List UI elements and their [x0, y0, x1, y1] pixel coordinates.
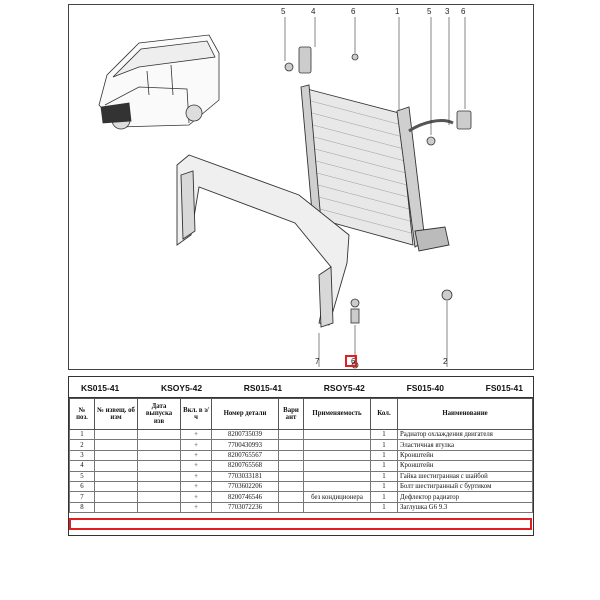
cell-qty: 1 — [371, 471, 398, 481]
callout-6c: 6 — [351, 357, 356, 366]
cell-applicability — [304, 450, 371, 460]
cell-notice — [95, 440, 138, 450]
model-code: RS015-41 — [243, 383, 283, 393]
model-code: KS015-41 — [81, 383, 120, 393]
parts-table — [69, 398, 533, 513]
col-no: № поз. — [70, 399, 95, 430]
cell-date — [138, 450, 181, 460]
cell-no: 4 — [70, 461, 95, 471]
cell-incl: + — [181, 502, 212, 512]
cell-var — [279, 461, 304, 471]
cell-no: 7 — [70, 492, 95, 502]
cell-part: 7703602206 — [212, 481, 279, 491]
cell-qty: 1 — [371, 430, 398, 440]
callout-6: 6 — [351, 7, 356, 16]
cell-name: Болт шестигранный с буртиком — [398, 481, 533, 491]
table-row — [70, 440, 533, 450]
cell-no: 8 — [70, 502, 95, 512]
cell-var — [279, 502, 304, 512]
cell-date — [138, 481, 181, 491]
cell-var — [279, 471, 304, 481]
cell-var — [279, 450, 304, 460]
col-incl: Вкл. в з/ч — [181, 399, 212, 430]
cell-notice — [95, 492, 138, 502]
cell-part: 8200746546 — [212, 492, 279, 502]
table-row — [70, 502, 533, 512]
cell-part: 7700430993 — [212, 440, 279, 450]
cell-incl: + — [181, 492, 212, 502]
callout-6b: 6 — [461, 7, 466, 16]
callout-5b: 5 — [427, 7, 432, 16]
cell-date — [138, 471, 181, 481]
cell-no: 3 — [70, 450, 95, 460]
cell-applicability — [304, 440, 371, 450]
cell-name: Радиатор охлаждения двигателя — [398, 430, 533, 440]
cell-var — [279, 430, 304, 440]
callout-5: 5 — [281, 7, 286, 16]
cell-name: Эластичная втулка — [398, 440, 533, 450]
table-row — [70, 471, 533, 481]
callout-7: 7 — [315, 357, 320, 366]
model-code: RSOY5-42 — [323, 383, 365, 393]
table-row — [70, 430, 533, 440]
cell-applicability — [304, 471, 371, 481]
cell-part: 8200765567 — [212, 450, 279, 460]
cell-incl: + — [181, 461, 212, 471]
callout-1: 1 — [395, 7, 400, 16]
cell-name: Кронштейн — [398, 450, 533, 460]
cell-no: 6 — [70, 481, 95, 491]
cell-date — [138, 492, 181, 502]
model-code: FS015-40 — [406, 383, 444, 393]
model-code: FS015-41 — [485, 383, 523, 393]
cell-incl: + — [181, 481, 212, 491]
highlight-part-marker — [345, 355, 357, 367]
col-applicability: Применяемость — [304, 399, 371, 430]
cell-qty: 1 — [371, 461, 398, 471]
cell-notice — [95, 481, 138, 491]
parts-diagram — [68, 4, 534, 370]
table-row — [70, 481, 533, 491]
table-row — [70, 450, 533, 460]
cell-incl: + — [181, 440, 212, 450]
cell-qty: 1 — [371, 502, 398, 512]
cell-var — [279, 481, 304, 491]
cell-applicability — [304, 481, 371, 491]
cell-name: Дефлектор радиатор — [398, 492, 533, 502]
cell-name: Гайка шестигранная с шайбой — [398, 471, 533, 481]
callout-2: 2 — [443, 357, 448, 366]
cell-qty: 1 — [371, 440, 398, 450]
cell-part: 8200735039 — [212, 430, 279, 440]
col-qty: Кол. — [371, 399, 398, 430]
table-row — [70, 461, 533, 471]
cell-applicability — [304, 461, 371, 471]
col-var: Вари ант — [279, 399, 304, 430]
cell-part: 7703033181 — [212, 471, 279, 481]
table-header-row — [70, 399, 533, 430]
cell-part: 7703072236 — [212, 502, 279, 512]
cell-name: Заглушка G6 9.3 — [398, 502, 533, 512]
cell-applicability — [304, 502, 371, 512]
col-notice: № извещ. об изм — [95, 399, 138, 430]
cell-qty: 1 — [371, 481, 398, 491]
cell-qty: 1 — [371, 450, 398, 460]
cell-applicability — [304, 430, 371, 440]
cell-no: 2 — [70, 440, 95, 450]
table-body — [70, 430, 533, 513]
model-codes — [69, 377, 533, 398]
cell-qty: 1 — [371, 492, 398, 502]
callout-3: 3 — [445, 7, 450, 16]
col-part: Номер детали — [212, 399, 279, 430]
diagram-drawing — [69, 5, 535, 371]
cell-incl: + — [181, 450, 212, 460]
cell-no: 1 — [70, 430, 95, 440]
cell-var — [279, 492, 304, 502]
cell-var — [279, 440, 304, 450]
table-row — [70, 492, 533, 502]
car-illustration — [99, 35, 219, 129]
cell-part: 8200765568 — [212, 461, 279, 471]
callout-4: 4 — [311, 7, 316, 16]
col-name: Наименование — [398, 399, 533, 430]
parts-table-container — [68, 376, 534, 536]
cell-date — [138, 461, 181, 471]
cell-notice — [95, 430, 138, 440]
cell-incl: + — [181, 471, 212, 481]
col-date: Дата выпуска изв — [138, 399, 181, 430]
cell-incl: + — [181, 430, 212, 440]
cell-name: Кронштейн — [398, 461, 533, 471]
cell-date — [138, 440, 181, 450]
cell-notice — [95, 461, 138, 471]
cell-date — [138, 502, 181, 512]
cell-no: 5 — [70, 471, 95, 481]
cell-notice — [95, 471, 138, 481]
cell-applicability: без кондиционера — [304, 492, 371, 502]
cell-notice — [95, 450, 138, 460]
cell-date — [138, 430, 181, 440]
model-code: KSOY5-42 — [160, 383, 203, 393]
cell-notice — [95, 502, 138, 512]
